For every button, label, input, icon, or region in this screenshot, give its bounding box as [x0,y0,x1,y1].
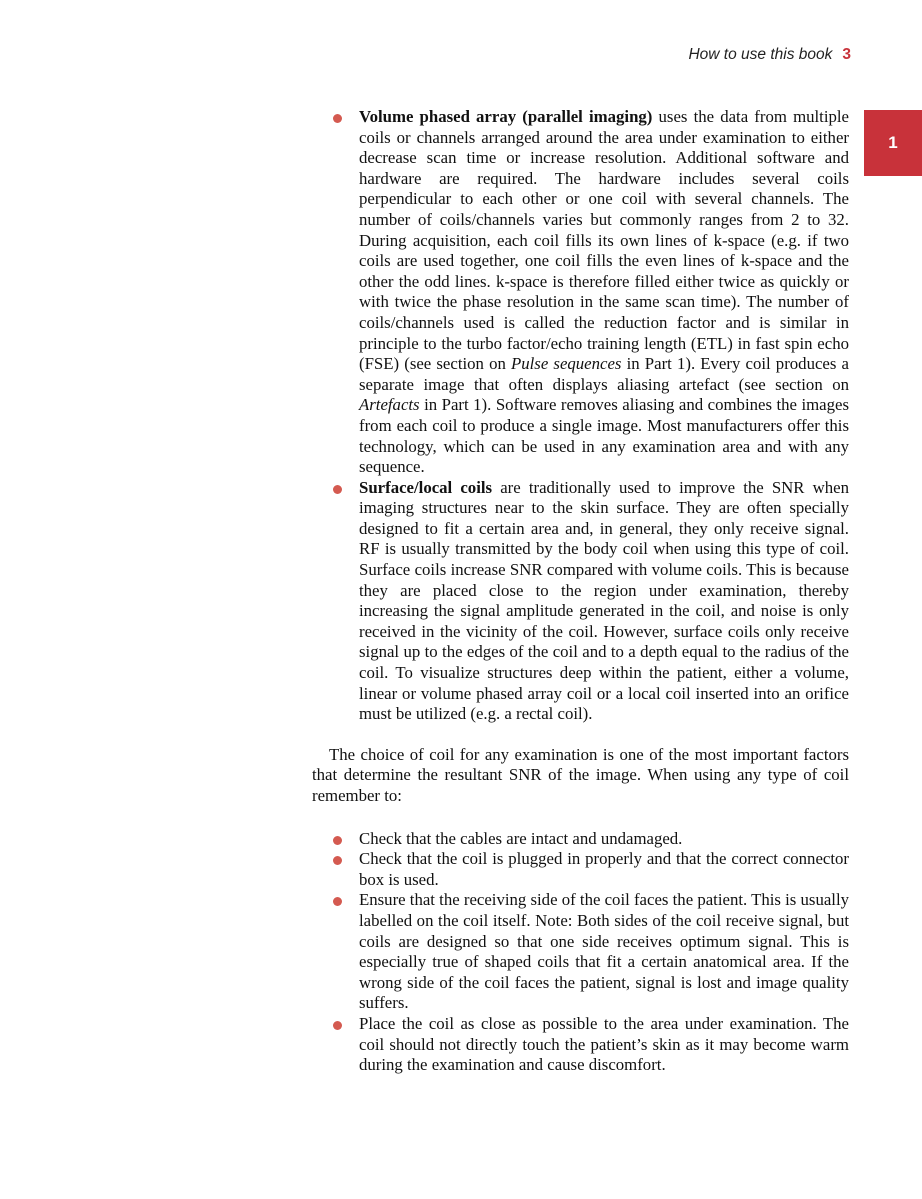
running-header [688,46,851,64]
list-item-text: Check that the coil is plugged in properly and that the correct connector box is used. [359,849,849,889]
list-item-text: in Part 1). Every coil produces a separate image that often displays aliasing artefact (see section on [359,354,849,394]
bullet-dot [333,114,342,123]
bullet-dot [333,897,342,906]
cross-reference: Artefacts [359,395,420,415]
coil-types-list [312,107,849,725]
list-item [312,829,849,850]
list-item-term: Surface/local coils [359,477,493,497]
body-paragraph: The choice of coil for any examination is one of the most important factors that determine the resultant SNR of the image. When using any type of coil remember to: [312,744,849,805]
list-item-text: uses the data from multiple coils or channels arranged around the area under examination to either decrease scan time or increase resolution. Additional software and hardware are required. The hardware includes several coils perpendicular to each other or one coil with several channels. The number of coils/channels varies but commonly ranges from 2 to 32. During acquisition, each coil fills its own lines of k-space (e.g. if two coils are used together, one coil fills the even lines of k-space and the other the odd lines. k-space is therefore filled either twice as quickly or with twice the phase resolution in the same scan time). The number of coils/channels used is called the reduction factor and is similar in principle to the turbo factor/echo training length (ETL) in fast spin echo (FSE) (see section on [359,107,850,374]
bullet-dot [333,1021,342,1030]
chapter-number: 1 [888,133,898,152]
list-item-text: in Part 1). Software removes aliasing and combines the images from each coil to produce a single image. Most manufacturers offer this technology, which can be used in any examination area and with any sequence. [359,395,849,477]
list-item [312,107,849,478]
list-item [312,1014,849,1076]
list-item-text: Ensure that the receiving side of the coil faces the patient. This is usually labelled on the coil itself. Note: Both sides of the coil receive signal, but coils are designed so that one side receives optimum signal. This is especially true of shaped coils that fit a certain anatomical area. If the wrong side of the coil faces the patient, signal is lost and image quality suffers. [359,890,849,1013]
list-item [312,478,849,725]
cross-reference: Pulse sequences [511,354,622,374]
page-number: 3 [842,46,851,63]
list-item [312,890,849,1014]
list-item-term: Volume phased array (parallel imaging) [359,107,653,126]
list-item-text: Place the coil as close as possible to the area under examination. The coil should not directly touch the patient’s skin as it may become warm during the examination and cause discomfort. [359,1013,849,1075]
bullet-dot [333,836,342,845]
bullet-dot [333,485,342,494]
list-item [312,849,849,890]
list-item-text: Check that the cables are intact and undamaged. [359,828,683,848]
bullet-dot [333,856,342,865]
chapter-tab [864,110,922,176]
page-body [312,107,849,1076]
header-title: How to use this book [688,46,833,63]
coil-checklist [312,829,849,1076]
list-item-text: are traditionally used to improve the SNR when imaging structures near to the skin surface. They are often specially designed to fit a certain area and, in general, they only receive signal. RF is usually transmitted by the body coil when using this type of coil. Surface coils increase SNR compared with volume coils. This is because they are placed close to the region under examination, thereby increasing the signal amplitude generated in the coil, and noise is only received in the vicinity of the coil. However, surface coils only receive signal up to the edges of the coil and to a depth equal to the radius of the coil. To visualize structures deep within the patient, either a volume, linear or volume phased array coil or a local coil inserted into an orifice must be utilized (e.g. a rectal coil). [359,477,849,724]
